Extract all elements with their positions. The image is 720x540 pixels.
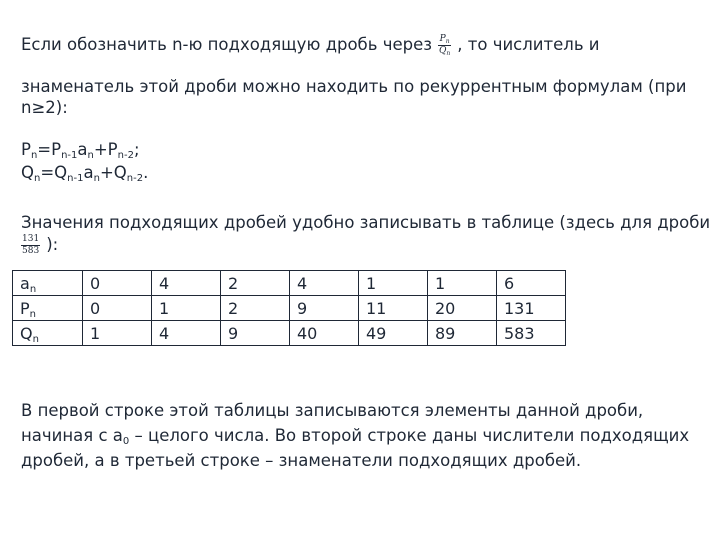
table-cell: 1 xyxy=(83,321,152,346)
table-row xyxy=(13,296,566,321)
table-cell: 1 xyxy=(152,296,221,321)
table-cell: 4 xyxy=(152,271,221,296)
intro-text-2: , то числитель и xyxy=(457,35,600,54)
table-cell: 0 xyxy=(83,271,152,296)
table-row xyxy=(13,321,566,346)
table-cell: 9 xyxy=(221,321,290,346)
row-label: $Q_n$ xyxy=(13,321,83,346)
table-cell: 4 xyxy=(152,321,221,346)
outro-line-2: начиная с $a_0$ – целого числа. Во второй строке даны числители подходящих xyxy=(21,426,690,447)
table-cell: 89 xyxy=(428,321,497,346)
intro-line-2: знаменатель этой дроби можно находить по рекуррентным формулам (при xyxy=(21,77,687,96)
table-cell: 1 xyxy=(428,271,497,296)
table-cell: 40 xyxy=(290,321,359,346)
table-cell: 0 xyxy=(83,296,152,321)
table-cell: 2 xyxy=(221,271,290,296)
formula-p: $P_n=P_{n-1}a_n+P_{n-2}$; xyxy=(21,140,140,161)
outro-line-1: В первой строке этой таблицы записываются элементы данной дроби, xyxy=(21,401,644,420)
table-cell: 11 xyxy=(359,296,428,321)
table-cell: 20 xyxy=(428,296,497,321)
table-cell: 49 xyxy=(359,321,428,346)
table-intro-line-2: $\frac{131}{583}$ ): xyxy=(22,234,59,256)
table-cell: 131 xyxy=(497,296,566,321)
table-cell: 4 xyxy=(290,271,359,296)
row-label: $P_n$ xyxy=(13,296,83,321)
intro-line-3: n≥2): xyxy=(21,98,68,117)
table-cell: 9 xyxy=(290,296,359,321)
table-intro-line-1: Значения подходящих дробей удобно записывать в таблице (здесь для дроби xyxy=(21,213,711,232)
outro-line-3: дробей, а в третьей строке – знаменатели подходящих дробей. xyxy=(21,451,582,470)
convergents-table xyxy=(12,270,566,346)
table-cell: 583 xyxy=(497,321,566,346)
table-cell: 6 xyxy=(497,271,566,296)
fraction-131-583: $\frac{131}{583}$ xyxy=(22,234,40,256)
intro-text-1: Если обозначить n-ю подходящую дробь через xyxy=(21,35,432,54)
row-label: $a_n$ xyxy=(13,271,83,296)
fraction-pn-qn: $\frac{P_n}{Q_n}$ xyxy=(439,34,451,57)
intro-line-1 xyxy=(21,34,600,57)
table-row xyxy=(13,271,566,296)
formula-q: $Q_n=Q_{n-1}a_n+Q_{n-2}$. xyxy=(21,163,149,184)
table-cell: 2 xyxy=(221,296,290,321)
table-cell: 1 xyxy=(359,271,428,296)
